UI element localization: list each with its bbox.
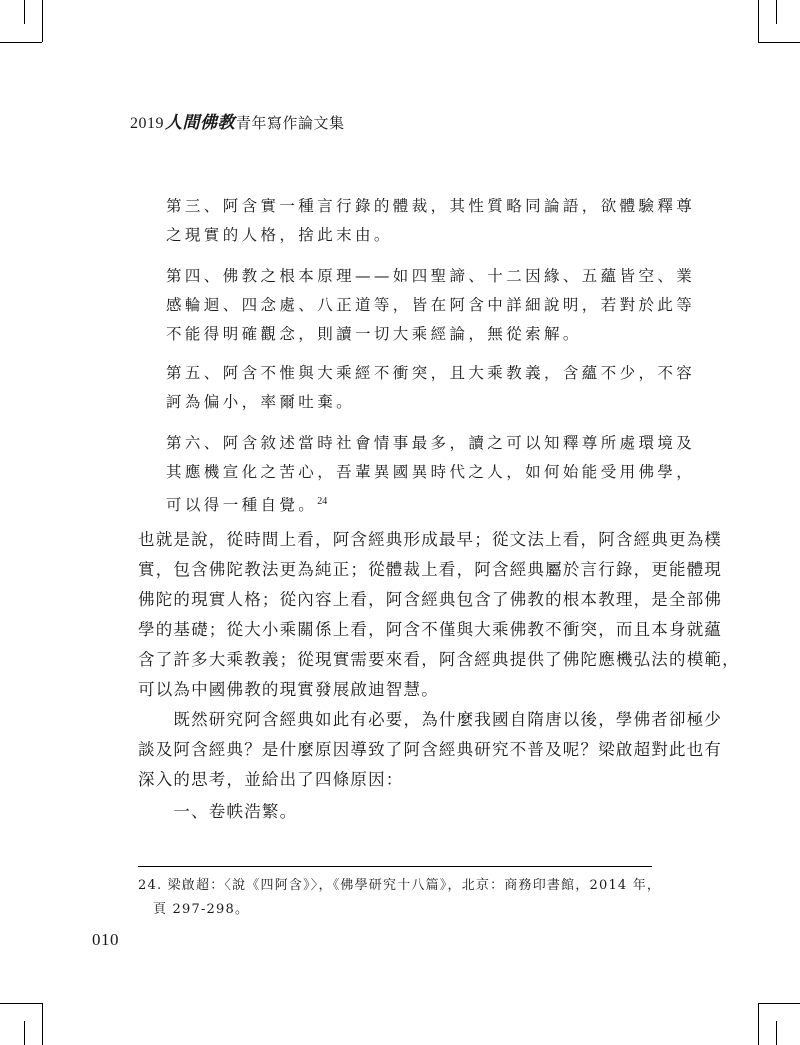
body-line: 深入的思考，並給出了四條原因： — [138, 770, 404, 789]
body-paragraph-1 — [138, 525, 740, 705]
block-quote-para-6 — [166, 429, 696, 520]
body-line: 佛陀的現實人格；從內容上看，阿含經典包含了佛教的根本教理，是全部佛 — [138, 590, 723, 609]
header-brand-logo: 人間佛教 — [165, 113, 235, 133]
block-quote-para-4 — [166, 262, 696, 349]
quote-line — [166, 487, 646, 520]
body-line: 含了許多大乘教義；從現實需要來看，阿含經典提供了佛陀應機弘法的模範， — [138, 650, 740, 669]
crop-mark-bottom-right-h — [758, 1003, 800, 1004]
crop-mark-bottom-right-v2 — [776, 1021, 777, 1045]
footnote-reference[interactable]: 24 — [317, 496, 328, 507]
body-line: 可以為中國佛教的現實發展啟迪智慧。 — [138, 680, 439, 699]
quote-line: 感輪迴、四念處、八正道等，皆在阿含中詳細說明，若對於此等 — [166, 296, 696, 314]
quote-line: 其應機宣化之苦心，吾輩異國異時代之人，如何始能受用佛學， — [166, 463, 696, 481]
quote-line: 訶為偏小，率爾吐棄。 — [166, 393, 356, 411]
quote-line: 第三、阿含實一種言行錄的體裁，其性質略同論語，欲體驗釋尊 — [166, 197, 696, 215]
body-line: 學的基礎；從大小乘關係上看，阿含不僅與大乘佛教不衝突，而且本身就蘊 — [138, 620, 723, 639]
crop-mark-top-right-v — [758, 0, 759, 42]
quote-line: 第四、佛教之根本原理——如四聖諦、十二因緣、五蘊皆空、業 — [166, 267, 696, 285]
header-title: 青年寫作論文集 — [236, 114, 345, 132]
crop-mark-top-right-h — [758, 42, 800, 43]
crop-mark-top-right-v2 — [776, 0, 777, 24]
footnote-line: 24. 梁啟超：〈說《四阿含》〉，《佛學研究十八篇》，北京：商務印書館，2014 年， — [138, 878, 662, 893]
header-year: 2019 — [130, 115, 164, 132]
footnote-24 — [138, 874, 662, 922]
footnote-line: 頁 297-298。 — [153, 902, 250, 917]
body-line: 實，包含佛陀教法更為純正；從體裁上看，阿含經典屬於言行錄，更能體現 — [138, 560, 723, 579]
body-line: 也就是說，從時間上看，阿含經典形成最早；從文法上看，阿含經典更為樸 — [138, 530, 723, 549]
running-header — [130, 108, 345, 133]
crop-mark-top-left-h — [0, 42, 42, 43]
crop-mark-top-left-v — [42, 0, 43, 42]
block-quote-para-5 — [166, 359, 696, 417]
body-line: 既然研究阿含經典如此有必要，為什麼我國自隋唐以後，學佛者卻極少 — [138, 710, 723, 729]
crop-mark-top-left-v2 — [24, 0, 25, 24]
block-quote-para-3 — [166, 192, 696, 250]
crop-mark-bottom-right-v — [758, 1003, 759, 1045]
body-line: 一、卷帙浩繁。 — [138, 802, 298, 821]
quote-line: 第六、阿含敘述當時社會情事最多，讀之可以知釋尊所處環境及 — [166, 434, 696, 452]
body-list-item-1 — [138, 797, 658, 827]
quote-line-text: 可以得一種自覺。 — [166, 496, 318, 515]
quote-line: 之現實的人格，捨此末由。 — [166, 226, 393, 244]
body-line: 談及阿含經典？是什麼原因導致了阿含經典研究不普及呢？梁啟超對此也有 — [138, 740, 723, 759]
page-number: 010 — [92, 930, 119, 949]
quote-line: 第五、阿含不惟與大乘經不衝突，且大乘教義，含蘊不少，不容 — [166, 364, 696, 382]
quote-line: 不能得明確觀念，則讀一切大乘經論，無從索解。 — [166, 325, 582, 343]
crop-mark-bottom-left-v2 — [24, 1021, 25, 1045]
crop-mark-bottom-left-h — [0, 1003, 42, 1004]
body-paragraph-2 — [138, 705, 723, 795]
crop-mark-bottom-left-v — [42, 1003, 43, 1045]
footnote-rule — [138, 866, 652, 867]
